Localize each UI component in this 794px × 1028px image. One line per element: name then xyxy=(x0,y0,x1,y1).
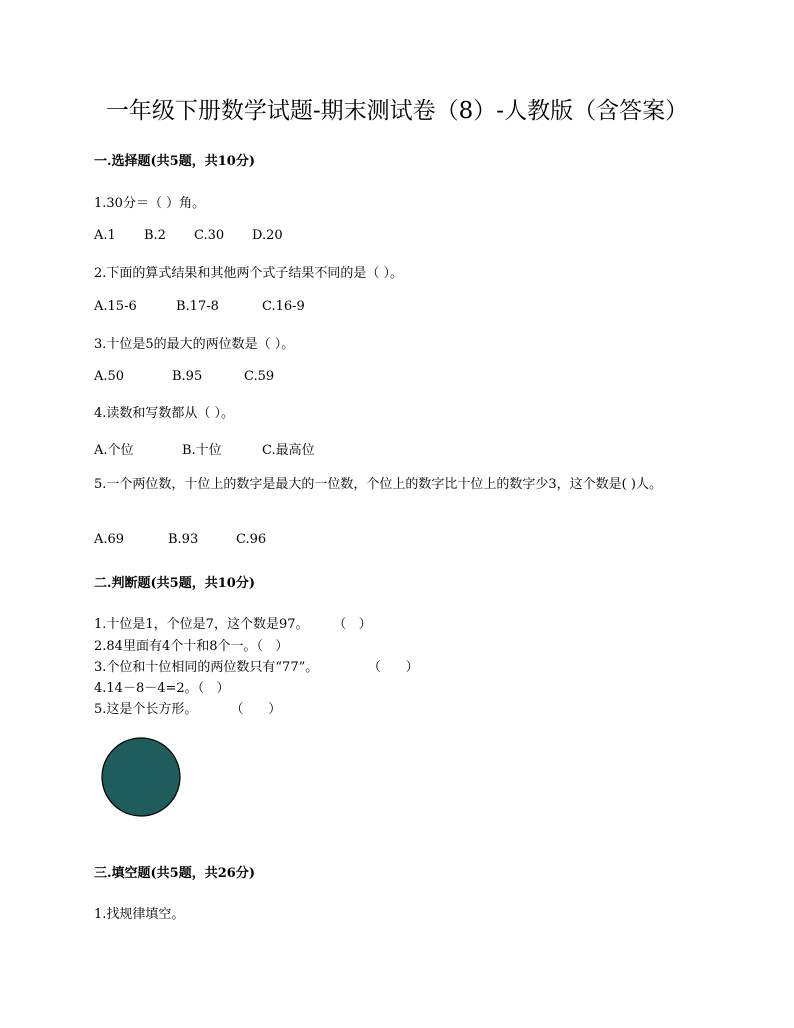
option: B.17-8 xyxy=(176,299,219,314)
option: A.个位 xyxy=(94,443,134,458)
option: A.1 xyxy=(94,228,116,243)
judge-item-1: 1.十位是1，个位是7，这个数是97。 （ ） xyxy=(94,617,372,632)
option: A.15-6 xyxy=(94,299,137,314)
option: A.69 xyxy=(94,532,125,547)
fill-item-1: 1.找规律填空。 xyxy=(94,907,185,922)
option: C.30 xyxy=(194,228,225,243)
option: B.93 xyxy=(168,532,199,547)
choice-options-3 xyxy=(94,369,274,384)
option: C.59 xyxy=(244,369,275,384)
section-heading-judge: 二.判断题(共5题，共10分) xyxy=(94,576,255,591)
page-title: 一年级下册数学试题-期末测试卷（8）-人教版（含答案） xyxy=(105,98,689,124)
option: C.96 xyxy=(236,532,267,547)
choice-question-4: 4.读数和写数都从（ ）。 xyxy=(94,406,235,421)
choice-options-5 xyxy=(94,532,266,547)
choice-options-4 xyxy=(94,439,315,458)
section-heading-choice: 一.选择题(共5题，共10分) xyxy=(94,154,255,169)
choice-question-3: 3.十位是5的最大的两位数是（ ）。 xyxy=(94,337,295,352)
choice-options-2 xyxy=(94,299,305,314)
option: B.十位 xyxy=(182,443,222,458)
circle-figure xyxy=(100,736,182,818)
judge-item-4: 4.14－8－4=2。（ ） xyxy=(94,681,230,696)
choice-question-2: 2.下面的算式结果和其他两个式子结果不同的是（ ）。 xyxy=(94,266,404,281)
section-heading-fill: 三.填空题(共5题，共26分) xyxy=(94,866,255,881)
circle-shape xyxy=(100,736,182,818)
option: C.16-9 xyxy=(262,299,305,314)
judge-item-2: 2.84里面有4个十和8个一。（ ） xyxy=(94,639,289,654)
choice-question-1: 1.30分＝（ ）角。 xyxy=(94,196,206,211)
choice-options-1 xyxy=(94,228,283,243)
judge-item-3: 3.个位和十位相同的两位数只有“77”。 （ ） xyxy=(94,660,419,675)
option: D.20 xyxy=(252,228,283,243)
option: A.50 xyxy=(94,369,125,384)
judge-item-5: 5.这是个长方形。 （ ） xyxy=(94,702,282,717)
option: B.95 xyxy=(172,369,203,384)
option: B.2 xyxy=(144,228,166,243)
choice-question-5: 5.一个两位数，十位上的数字是最大的一位数，个位上的数字比十位上的数字少3，这个数是( )人。 xyxy=(94,477,662,492)
option: C.最高位 xyxy=(262,443,315,458)
